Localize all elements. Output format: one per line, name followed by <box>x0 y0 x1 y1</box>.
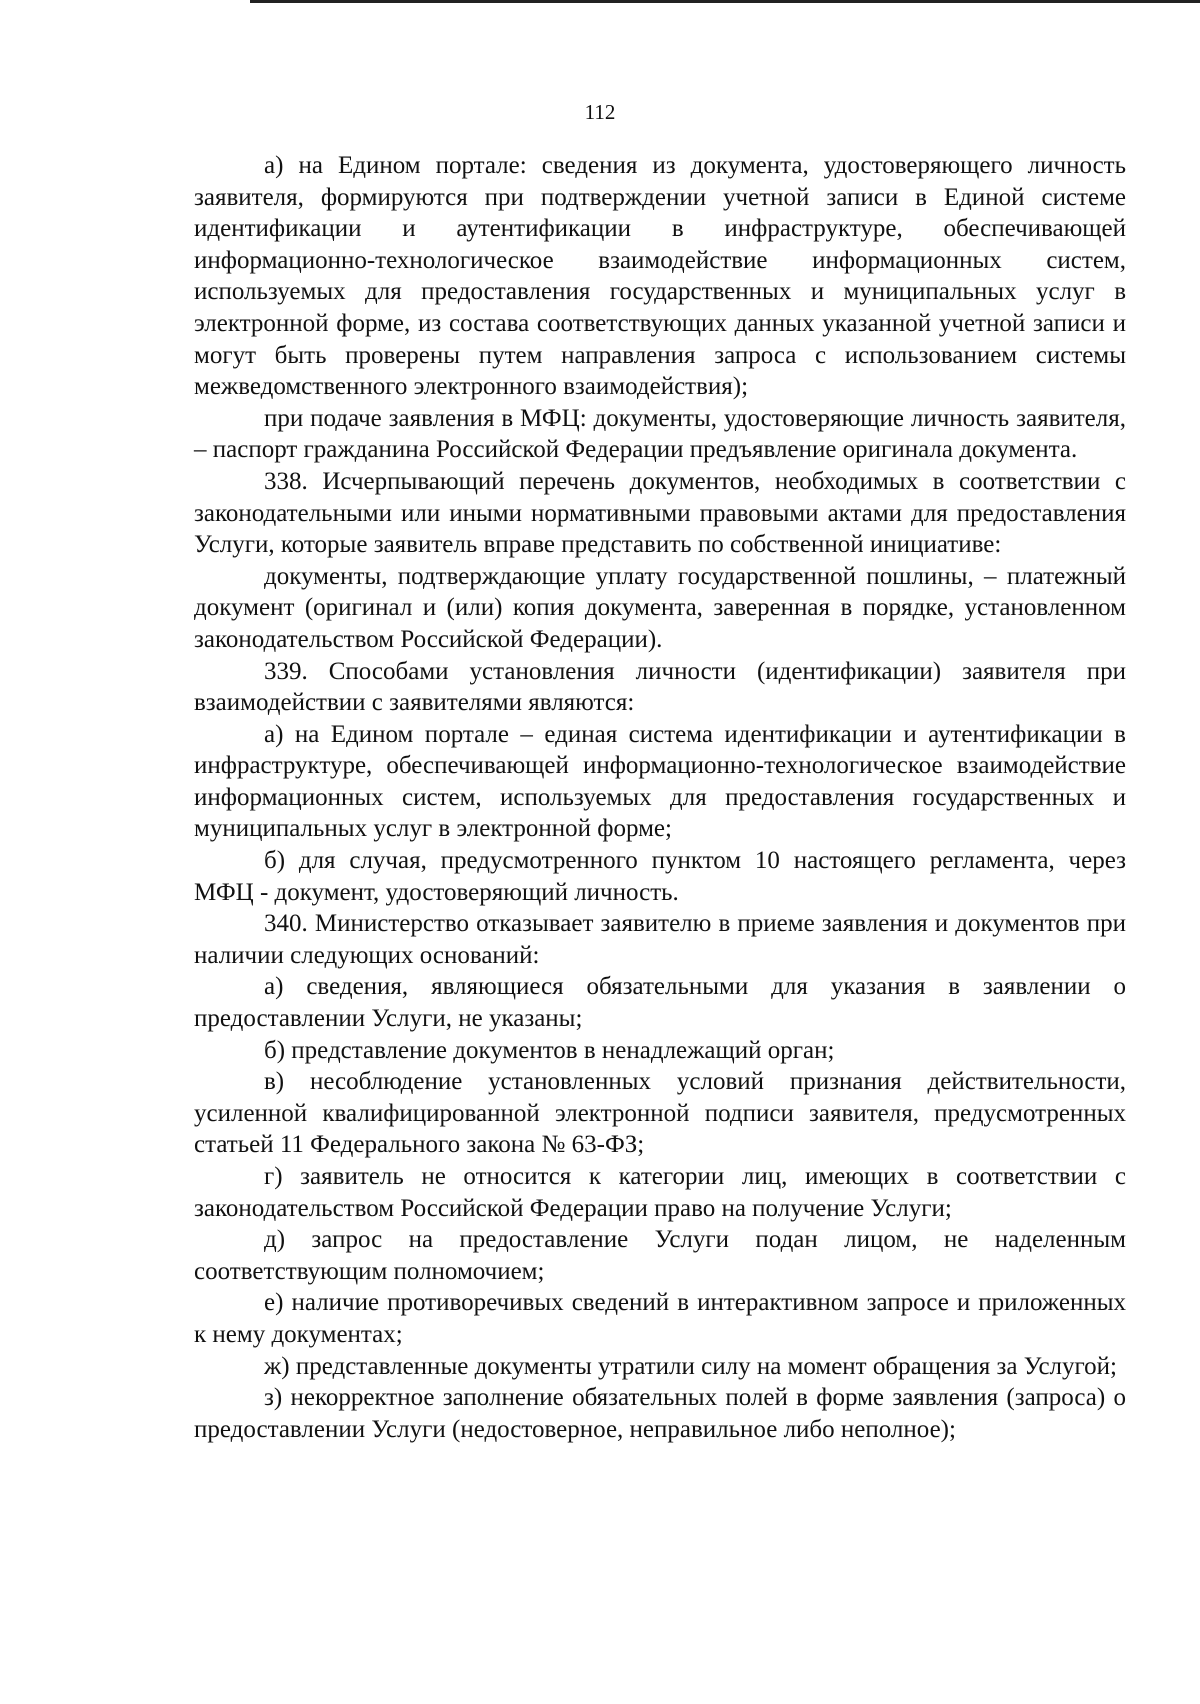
paragraph-340-g: г) заявитель не относится к категории лиц, имеющих в соответствии с законодательством Российской Федерации право на получение Услуги; <box>194 1163 1126 1222</box>
paragraph-340-b: б) представление документов в ненадлежащий орган; <box>264 1036 835 1064</box>
paragraph-339-a: а) на Едином портале – единая система идентификации и аутентификации в инфраструктуре, обеспечивающей информационно-технологическое взаимодействие информационных систем, используемых для предоставления государственных и муниципальных услуг в электронной форме; <box>194 720 1126 843</box>
paragraph-340-d: д) запрос на предоставление Услуги подан лицом, не наделенным соответствующим полномочием; <box>194 1226 1126 1285</box>
paragraph-340-z: з) некорректное заполнение обязательных полей в форме заявления (запроса) о предоставлении Услуги (недостоверное, неправильное либо неполное); <box>194 1384 1126 1443</box>
paragraph-340-e: е) наличие противоречивых сведений в интерактивном запросе и приложенных к нему документах; <box>194 1289 1126 1348</box>
scan-top-edge <box>250 0 1200 3</box>
page-number: 112 <box>584 100 616 124</box>
paragraph-340-a: а) сведения, являющиеся обязательными для указания в заявлении о предоставлении Услуги, не указаны; <box>194 973 1126 1033</box>
document-body <box>194 150 1126 1445</box>
paragraph-338-documents: документы, подтверждающие уплату государственной пошлины, – платежный документ (оригинал и (или) копия документа, заверенная в порядке, установленном законодательством Российской Федерации). <box>194 562 1126 653</box>
paragraph-339-b: б) для случая, предусмотренного пунктом 10 настоящего регламента, через МФЦ - документ, удостоверяющий личность. <box>194 847 1126 906</box>
paragraph-340: 340. Министерство отказывает заявителю в приеме заявления и документов при наличии следующих оснований: <box>194 910 1126 969</box>
paragraph-identity-portal: а) на Едином портале: сведения из документа, удостоверяющего личность заявителя, формируются при подтверждении учетной записи в Единой системе идентификации и аутентификации в инфраструктуре, обеспечивающей информационно-технологическое взаимодействие информационных систем, используемых для предоставления государственных и муниципальных услуг в электронной форме, из состава соответствующих данных указанной учетной записи и могут быть проверены путем направления запроса с использованием системы межведомственного электронного взаимодействия); <box>194 152 1126 401</box>
paragraph-identity-mfc: при подаче заявления в МФЦ: документы, удостоверяющие личность заявителя, – паспорт гражданина Российской Федерации предъявление оригинала документа. <box>194 404 1126 464</box>
paragraph-340-v: в) несоблюдение установленных условий признания действительности, усиленной квалифицированной электронной подписи заявителя, предусмотренных статьей 11 Федерального закона № 63-ФЗ; <box>194 1068 1126 1159</box>
paragraph-338: 338. Исчерпывающий перечень документов, необходимых в соответствии с законодательными или иными нормативными правовыми актами для предоставления Услуги, которые заявитель вправе представить по собственной инициативе: <box>194 467 1126 559</box>
paragraph-339: 339. Способами установления личности (идентификации) заявителя при взаимодействии с заявителями являются: <box>194 657 1126 717</box>
paragraph-340-zh: ж) представленные документы утратили силу на момент обращения за Услугой; <box>264 1352 1117 1380</box>
